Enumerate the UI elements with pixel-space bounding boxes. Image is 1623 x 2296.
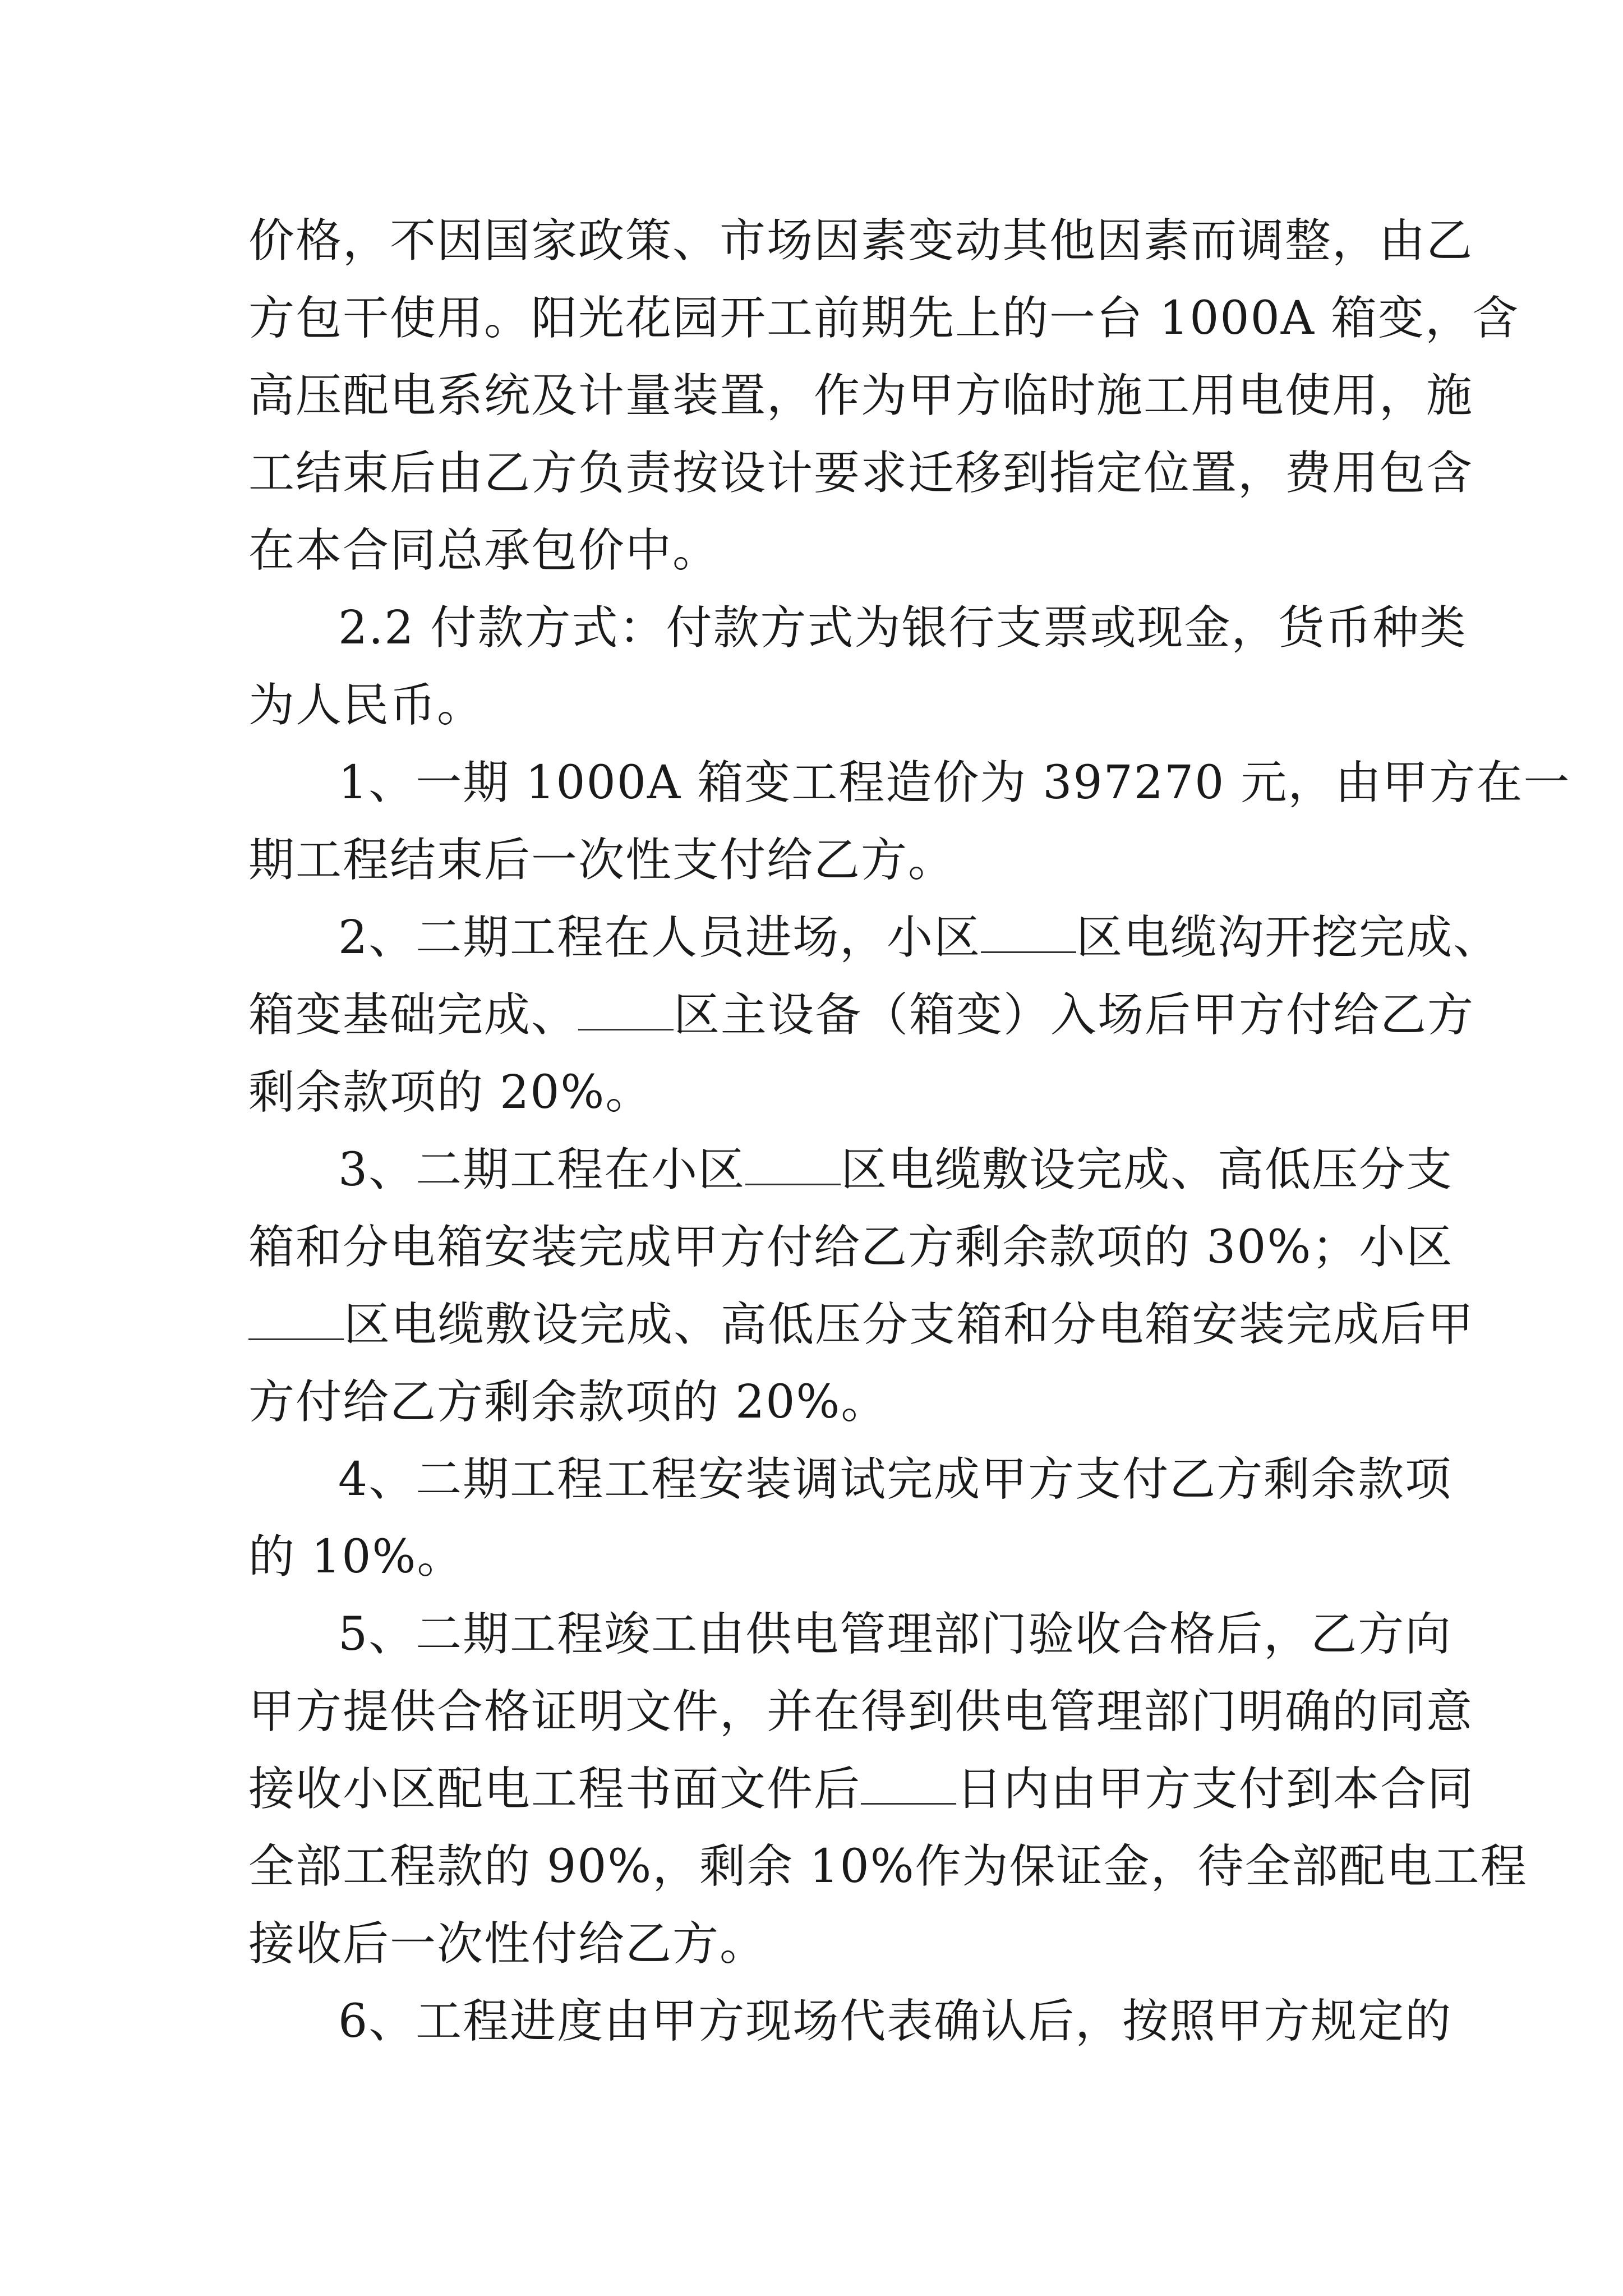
- text-line: 在本合同总承包价中。: [248, 524, 720, 577]
- text-line: [248, 1297, 1474, 1353]
- text-line: 甲方提供合格证明文件，并在得到供电管理部门明确的同意: [248, 1685, 1474, 1738]
- paragraph-payment-method: 2.2 付款方式：付款方式为银行支票或现金，货币种类: [338, 601, 1467, 655]
- clause-4: 4、二期工程工程安装调试完成甲方支付乙方剩余款项: [338, 1453, 1453, 1506]
- fill-in-blank: [248, 1299, 344, 1340]
- text-line: 工结束后由乙方负责按设计要求迁移到指定位置，费用包含: [248, 447, 1474, 500]
- text-line: 期工程结束后一次性支付给乙方。: [248, 834, 956, 887]
- text-segment: 接收小区配电工程书面文件后: [248, 1763, 861, 1816]
- text-segment: 箱变基础完成、: [248, 988, 579, 1042]
- text-line: 全部工程款的 90%，剩余 10%作为保证金，待全部配电工程: [248, 1840, 1528, 1893]
- text-line: 高压配电系统及计量装置，作为甲方临时施工用电使用，施: [248, 369, 1474, 422]
- clause-5: 5、二期工程竣工由供电管理部门验收合格后，乙方向: [338, 1608, 1453, 1661]
- text-line: 方付给乙方剩余款项的 20%。: [248, 1375, 888, 1429]
- text-line: [248, 987, 1474, 1043]
- clause-1: 1、一期 1000A 箱变工程造价为 397270 元，由甲方在一: [338, 756, 1571, 809]
- text-line: 箱和分电箱安装完成甲方付给乙方剩余款项的 30%；小区: [248, 1221, 1454, 1274]
- text-line: 为人民币。: [248, 679, 485, 732]
- text-segment: 日内由甲方支付到本合同: [956, 1763, 1475, 1816]
- text-segment: 区电缆敷设完成、高低压分支: [841, 1143, 1454, 1197]
- clause-3: [338, 1142, 1453, 1198]
- text-line: [248, 1761, 1474, 1818]
- text-segment: 3、二期工程在小区: [338, 1143, 746, 1197]
- text-segment: 区电缆敷设完成、高低压分支箱和分电箱安装完成后甲: [344, 1298, 1475, 1351]
- text-segment: 区电缆沟开挖完成、: [1076, 911, 1501, 964]
- text-line: 剩余款项的 20%。: [248, 1066, 653, 1119]
- text-line: 的 10%。: [248, 1530, 464, 1584]
- clause-2: [338, 910, 1500, 966]
- clause-6: 6、工程进度由甲方现场代表确认后，按照甲方规定的: [338, 1995, 1453, 2048]
- text-line: 价格，不因国家政策、市场因素变动其他因素而调整，由乙: [248, 214, 1474, 268]
- text-segment: 区主设备（箱变）入场后甲方付给乙方: [674, 988, 1475, 1042]
- text-line: 方包干使用。阳光花园开工前期先上的一台 1000A 箱变，含: [248, 292, 1520, 345]
- fill-in-blank: [981, 912, 1076, 953]
- text-segment: 2、二期工程在人员进场，小区: [338, 911, 981, 964]
- fill-in-blank: [745, 1144, 841, 1185]
- fill-in-blank: [578, 990, 674, 1030]
- fill-in-blank: [861, 1764, 956, 1805]
- text-line: 接收后一次性付给乙方。: [248, 1917, 767, 1971]
